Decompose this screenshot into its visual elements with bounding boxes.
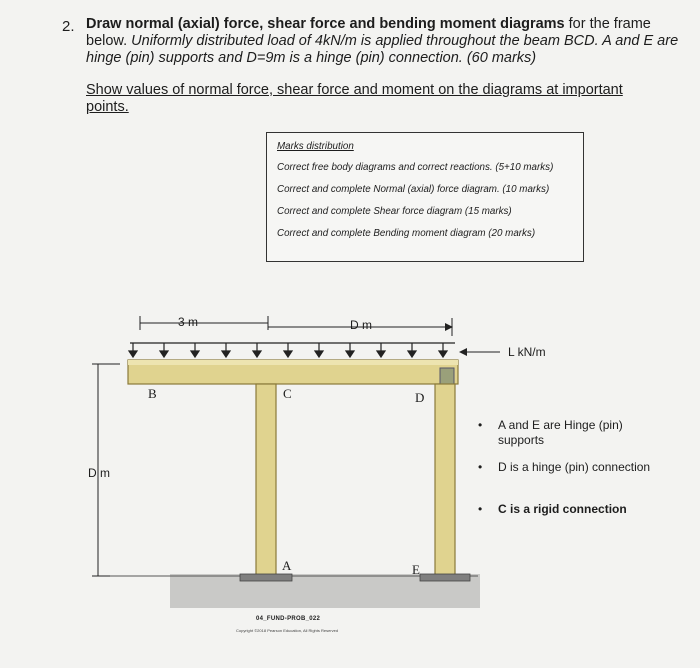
- marks-item: Correct and complete Normal (axial) force diagram. (10 marks): [277, 184, 550, 195]
- question-rest: for the frame below.: [86, 16, 651, 49]
- figure-code: 04_FUND-PROB_022: [256, 616, 321, 622]
- hinge-d: [440, 368, 454, 386]
- marks-item: Correct free body diagrams and correct reactions. (5+10 marks): [277, 162, 554, 173]
- support-plate-e: [420, 574, 470, 581]
- support-plate-a: [240, 574, 292, 581]
- show-values-instruction: Show values of normal force, shear force and moment on the diagrams at important points.: [86, 82, 623, 115]
- marks-item: Correct and complete Bending moment diagram (20 marks): [277, 228, 536, 239]
- udl-arrows: [129, 343, 455, 357]
- question-number: 2.: [62, 18, 75, 35]
- dim-label-dm: D m: [350, 318, 372, 332]
- question-bold: Draw normal (axial) force, shear force and bending moment diagrams: [86, 16, 565, 32]
- point-e-label: E: [412, 562, 420, 577]
- load-label: L kN/m: [508, 345, 546, 359]
- dim-label-3m: 3 m: [178, 315, 199, 329]
- point-d-label: D: [415, 390, 425, 405]
- column-a: [256, 384, 276, 576]
- height-label: D m: [88, 466, 110, 480]
- point-b-label: B: [148, 386, 157, 401]
- marks-item: Correct and complete Shear force diagram (15 marks): [277, 206, 512, 217]
- point-c-label: C: [283, 386, 292, 401]
- question-italic: Uniformly distributed load of 4kN/m is applied throughout the beam BCD. A and E are hinge (pin) supports and D=9m is a hinge (pin) connection. (60 marks): [86, 33, 679, 66]
- copyright-text: Copyright ©2018 Pearson Education, All Rights Reserved: [236, 628, 339, 633]
- column-e: [435, 384, 455, 576]
- marks-heading: Marks distribution: [277, 141, 354, 152]
- point-a-label: A: [282, 558, 292, 573]
